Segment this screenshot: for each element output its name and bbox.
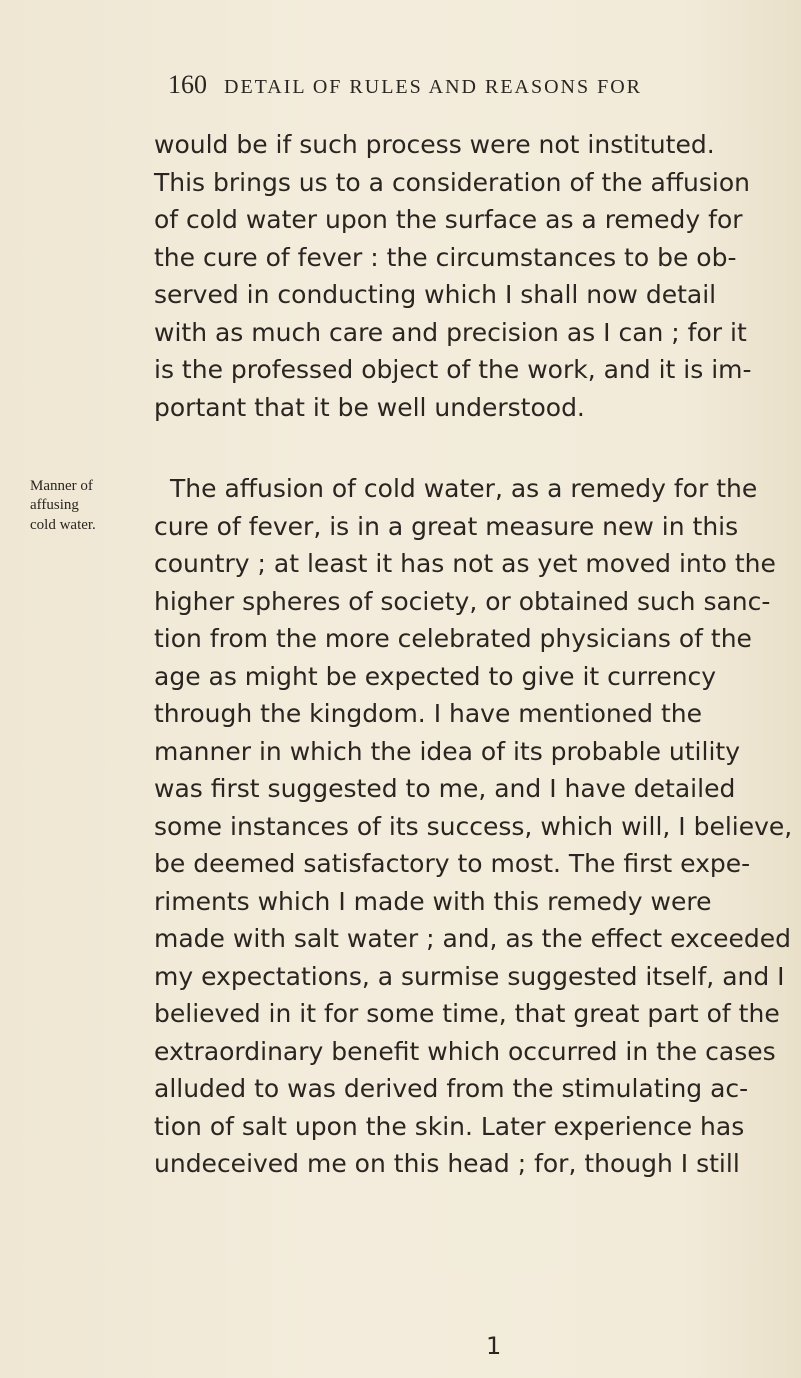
text-line: This brings us to a consideration of the affusion [154,167,750,197]
text-line: with as much care and precision as I can ; for it [154,317,747,347]
margin-note-line: affusing [30,497,79,513]
paragraph-1 [154,126,794,426]
margin-note [30,477,150,535]
text-line: manner in which the idea of its probable utility [154,736,740,766]
text-line: age as might be expected to give it currency [154,661,717,691]
text-line: higher spheres of society, or obtained such sanc- [154,586,771,616]
text-line: be deemed satisfactory to most. The first expe- [154,849,751,878]
text-line: The affusion of cold water, as a remedy for the [170,474,758,503]
text-line: some instances of its success, which will, I believe, [154,811,793,841]
paragraph-2 [154,470,794,1183]
text-line: riments which I made with this remedy were [154,886,712,916]
catchword: 1 [486,1332,502,1360]
text-line: extraordinary benefit which occurred in the cases [154,1036,776,1066]
text-line: was first suggested to me, and I have detailed [154,774,736,803]
text-line: the cure of fever : the circumstances to be ob- [154,242,737,272]
text-line: served in conducting which I shall now detail [154,280,717,309]
text-line: made with salt water ; and, as the effect exceeded [154,924,792,953]
text-line: is the professed object of the work, and it is im- [154,355,752,384]
text-line: tion of salt upon the skin. Later experience has [154,1111,745,1141]
margin-note-line: cold water. [30,517,96,533]
margin-note-line: Manner of [30,478,93,494]
running-title: DETAIL OF RULES AND REASONS FOR [224,76,643,98]
text-line: believed in it for some time, that great part of the [154,999,780,1028]
text-line: through the kingdom. I have mentioned the [154,699,702,728]
page-number: 160 [168,70,207,99]
text-line: alluded to was derived from the stimulating ac- [154,1074,749,1103]
text-line: tion from the more celebrated physicians of the [154,624,752,653]
text-line: of cold water upon the surface as a remedy for [154,205,743,234]
text-line: would be if such process were not instituted. [154,130,715,159]
text-line: cure of fever, is in a great measure new in this [154,511,739,541]
text-line: my expectations, a surmise suggested itself, and I [154,961,785,991]
text-line: undeceived me on this head ; for, though I still [154,1149,740,1178]
running-header [168,70,801,100]
text-line: portant that it be well understood. [154,392,585,422]
text-line: country ; at least it has not as yet moved into the [154,549,776,578]
